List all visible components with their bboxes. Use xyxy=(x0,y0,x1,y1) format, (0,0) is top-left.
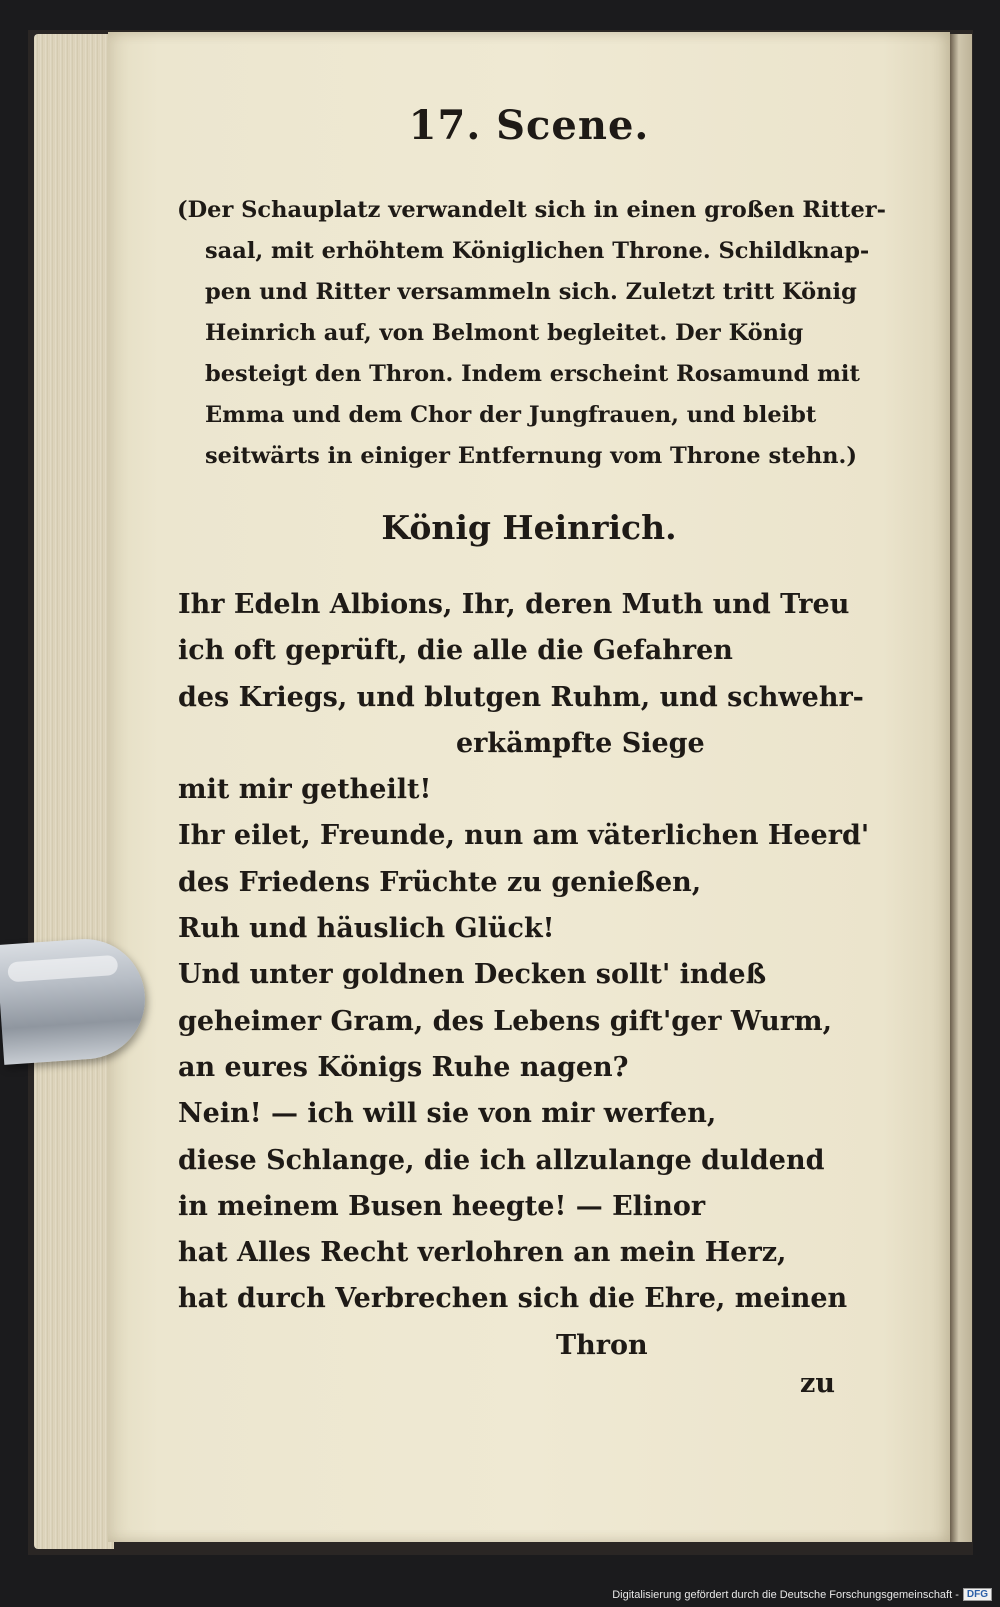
verse-line: des Friedens Früchte zu genießen, xyxy=(178,866,702,898)
digitization-credit xyxy=(612,1588,992,1601)
verse-block xyxy=(178,582,870,1369)
verse-line: erkämpfte Siege xyxy=(456,727,705,759)
facing-page-edge xyxy=(950,34,972,1542)
verse-line: Ihr Edeln Albions, Ihr, deren Muth und Treu xyxy=(178,589,850,620)
verse-line: ich oft geprüft, die alle die Gefahren xyxy=(178,635,733,667)
stage-direction-line: saal, mit erhöhtem Königlichen Throne. Schildknap- xyxy=(205,238,870,264)
stage-direction-line: seitwärts in einiger Entfernung vom Throne stehn.) xyxy=(205,443,858,469)
verse-line: an eures Königs Ruhe nagen? xyxy=(178,1051,629,1083)
stage-direction-line: pen und Ritter versammeln sich. Zuletzt tritt König xyxy=(205,279,857,305)
verse-line: des Kriegs, und blutgen Ruhm, und schwehr- xyxy=(178,681,864,713)
verse-line: Ihr eilet, Freunde, nun am väterlichen Heerd' xyxy=(178,820,870,852)
verse-line: Thron xyxy=(556,1329,648,1361)
speaker-name: König Heinrich. xyxy=(381,508,677,547)
dfg-logo: DFG xyxy=(963,1588,992,1601)
page-edges xyxy=(34,34,114,1549)
stage-direction-line: (Der Schauplatz verwandelt sich in einen großen Ritter- xyxy=(177,197,886,223)
catchword: zu xyxy=(800,1368,835,1399)
verse-line: Und unter goldnen Decken sollt' indeß xyxy=(178,959,767,991)
stage-direction-line: besteigt den Thron. Indem erscheint Rosamund mit xyxy=(205,361,860,387)
verse-line: Nein! — ich will sie von mir werfen, xyxy=(178,1098,717,1130)
scene-title: 17. Scene. xyxy=(408,102,650,149)
stage-direction xyxy=(177,190,886,477)
verse-line: hat Alles Recht verlohren an mein Herz, xyxy=(178,1237,787,1269)
verse-line: hat durch Verbrechen sich die Ehre, meinen xyxy=(178,1283,848,1315)
verse-line: Ruh und häuslich Glück! xyxy=(178,913,555,945)
verse-line: mit mir getheilt! xyxy=(178,774,432,806)
verse-line: diese Schlange, die ich allzulange duldend xyxy=(178,1144,825,1176)
credit-text: Digitalisierung gefördert durch die Deutsche Forschungsgemeinschaft - xyxy=(612,1588,959,1601)
stage-direction-line: Emma und dem Chor der Jungfrauen, und bleibt xyxy=(205,402,817,428)
verse-line: in meinem Busen heegte! — Elinor xyxy=(178,1190,706,1222)
verse-line: geheimer Gram, des Lebens gift'ger Wurm, xyxy=(178,1005,832,1037)
stage-direction-line: Heinrich auf, von Belmont begleitet. Der König xyxy=(205,320,804,346)
